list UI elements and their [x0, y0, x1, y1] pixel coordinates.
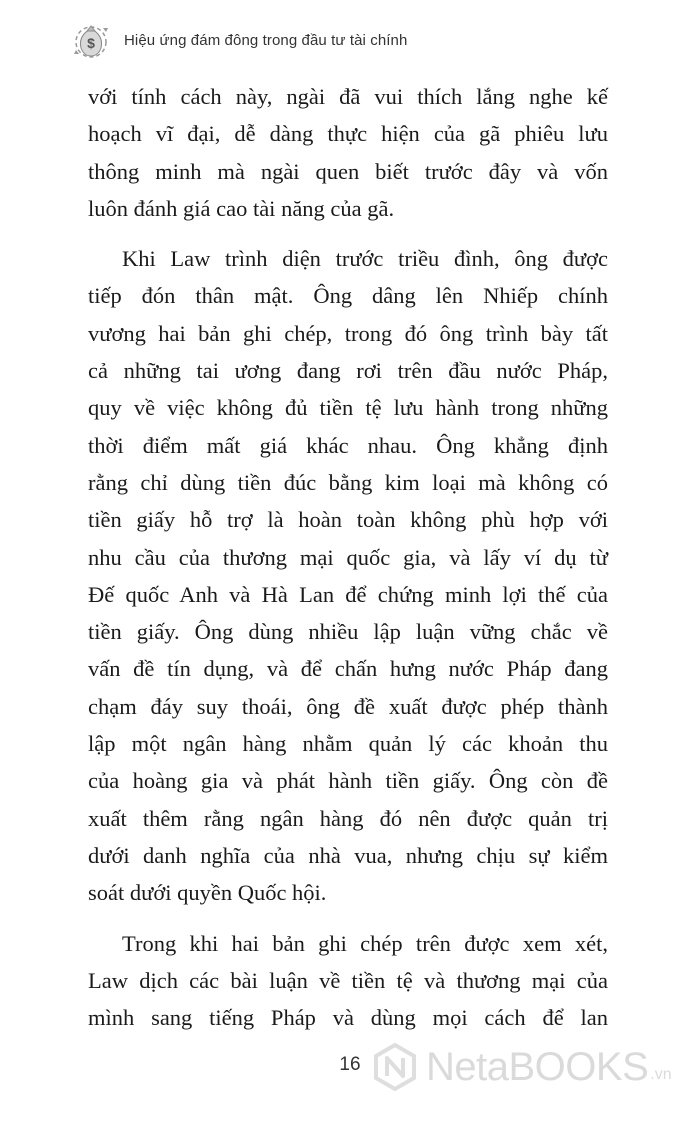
money-bag-cycle-icon: [72, 20, 110, 60]
netabooks-logo-icon: [370, 1042, 420, 1092]
watermark: [370, 1042, 672, 1092]
text-line: Đế quốc Anh và Hà Lan để chứng minh lợi thế của: [88, 581, 608, 607]
text-line: hoạch vĩ đại, dễ dàng thực hiện của gã phiêu lưu: [88, 121, 608, 147]
text-line: với tính cách này, ngài đã vui thích lắng nghe kế: [88, 84, 608, 109]
text-line: thời điểm mất giá khác nhau. Ông khẳng định: [88, 432, 608, 458]
text-line: chạm đáy suy thoái, ông đề xuất được phép thành: [88, 693, 608, 719]
watermark-text: NetaBOOKS: [426, 1044, 649, 1089]
page-number: 16: [339, 1054, 361, 1075]
watermark-suffix: .vn: [650, 1066, 672, 1083]
text-line: quy về việc không đủ tiền tệ lưu hành trong những: [88, 395, 608, 421]
paragraph: [88, 78, 608, 227]
svg-text:$: $: [87, 35, 95, 51]
text-line: thông minh mà ngài quen biết trước đây và vốn: [88, 158, 608, 184]
text-line: dưới danh nghĩa của nhà vua, nhưng chịu sự kiểm: [88, 842, 608, 868]
text-line: Trong khi hai bản ghi chép trên được xem xét,: [122, 930, 608, 956]
text-line: luôn đánh giá cao tài năng của gã.: [88, 195, 395, 221]
text-line: của hoàng gia và phát hành tiền giấy. Ông còn đề: [88, 768, 608, 794]
text-line: tiếp đón thân mật. Ông dâng lên Nhiếp chính: [88, 283, 608, 309]
text-line: mình sang tiếng Pháp và dùng mọi cách để lan: [88, 1005, 608, 1031]
text-line: lập một ngân hàng nhằm quản lý các khoản thu: [88, 731, 608, 757]
running-header: [72, 18, 407, 62]
text-line: Khi Law trình diện trước triều đình, ông được: [122, 246, 608, 272]
text-line: cả những tai ương đang rơi trên đầu nước Pháp,: [88, 358, 608, 384]
page-body: [88, 78, 608, 1036]
text-line: Law dịch các bài luận về tiền tệ và thương mại của: [88, 967, 608, 993]
text-line: tiền giấy. Ông dùng nhiều lập luận vững chắc về: [88, 619, 608, 645]
paragraph: [88, 925, 608, 1037]
text-line: soát dưới quyền Quốc hội.: [88, 880, 327, 906]
text-line: xuất thêm rằng ngân hàng đó nên được quản trị: [88, 805, 608, 831]
text-line: tiền giấy hỗ trợ là hoàn toàn không phù hợp với: [88, 507, 608, 533]
text-line: nhu cầu của thương mại quốc gia, và lấy ví dụ từ: [88, 544, 608, 570]
running-header-title: Hiệu ứng đám đông trong đầu tư tài chính: [124, 31, 408, 49]
text-line: vương hai bản ghi chép, trong đó ông trình bày tất: [88, 320, 608, 346]
paragraph: [88, 240, 608, 911]
text-line: vấn đề tín dụng, và để chấn hưng nước Pháp đang: [88, 656, 608, 682]
text-line: rằng chỉ dùng tiền đúc bằng kim loại mà không có: [88, 469, 608, 495]
